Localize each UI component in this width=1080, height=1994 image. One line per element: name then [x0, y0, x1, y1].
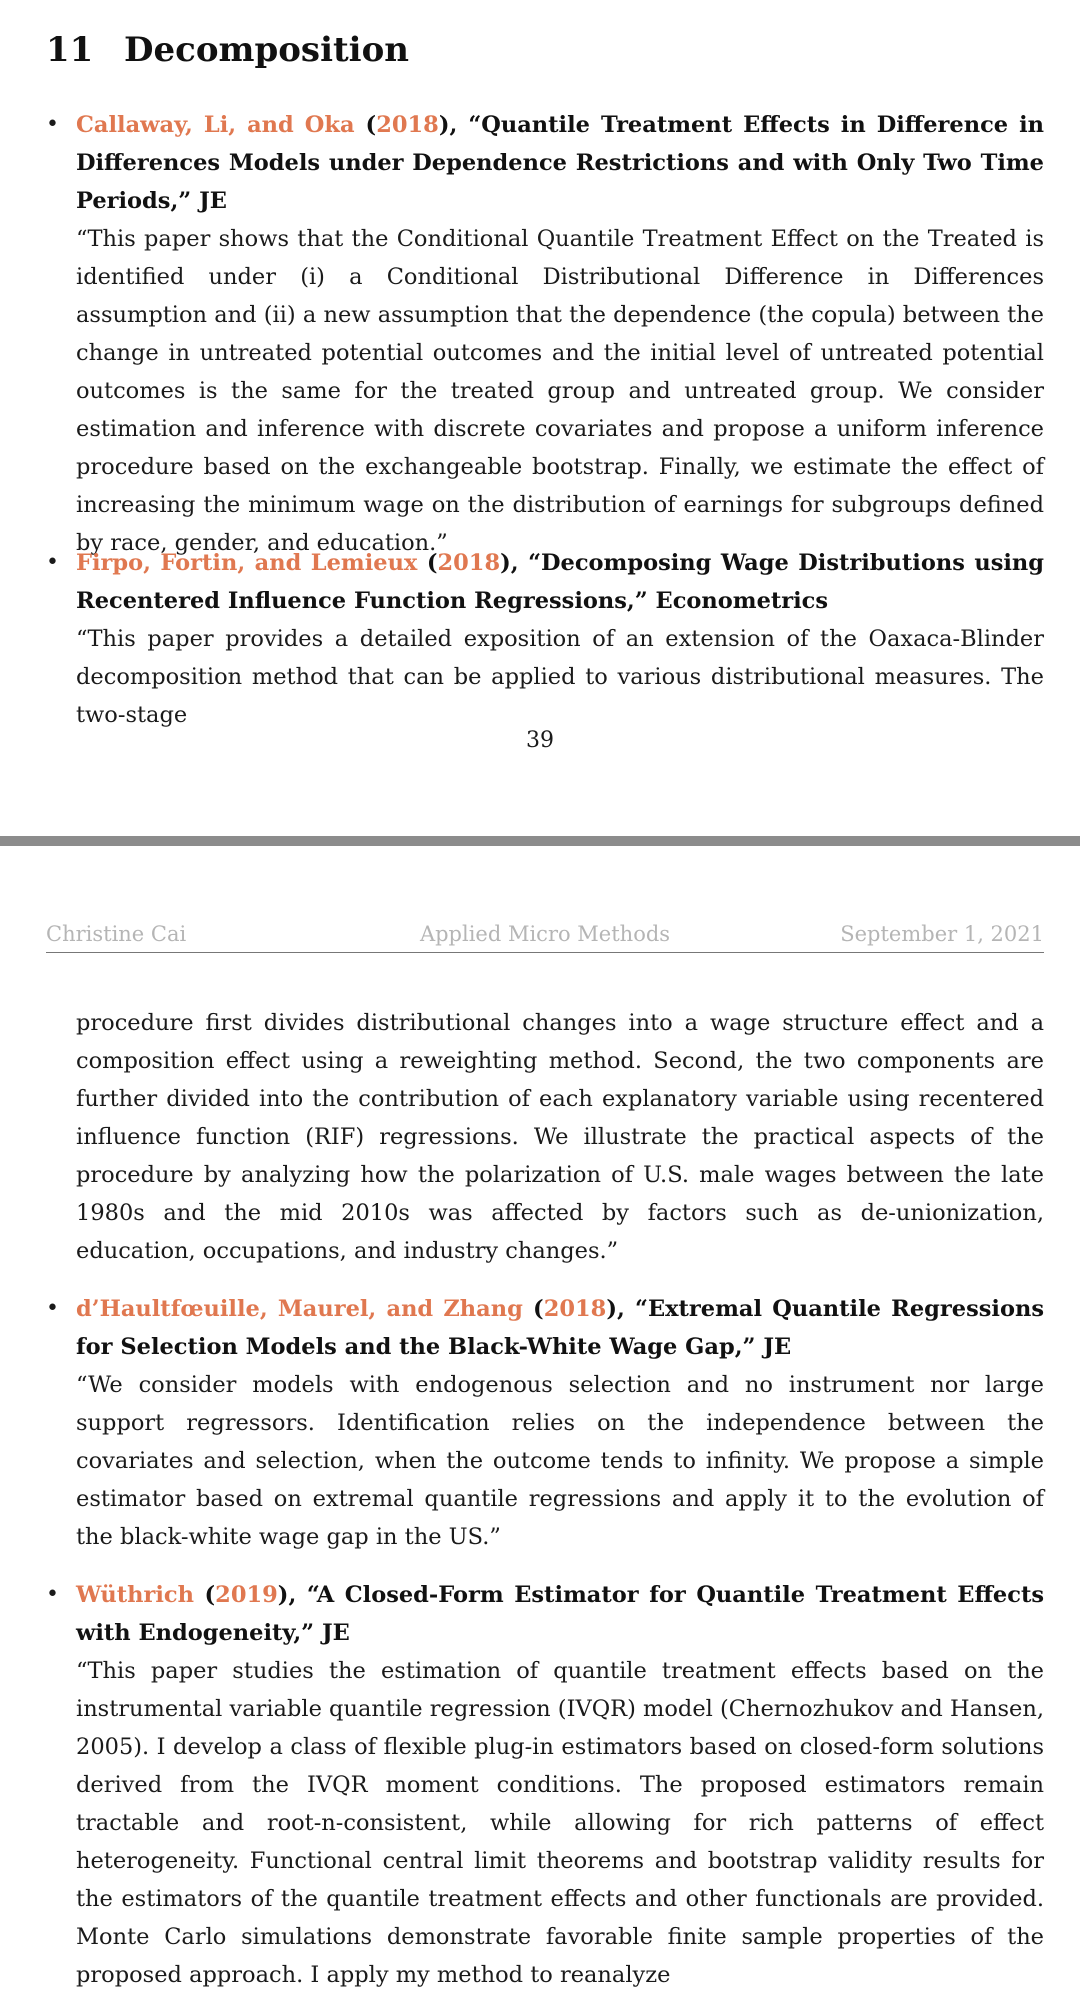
bullet: • — [46, 550, 59, 575]
citation: d’Haultfœuille, Maurel, and Zhang (2018), “Extremal Quantile Regressions for Selection Models and the Black-White Wage Gap,” JE — [76, 1296, 1044, 1360]
running-header — [46, 916, 1044, 953]
header-date: September 1, 2021 — [840, 922, 1044, 946]
year-link[interactable]: 2019 — [215, 1582, 278, 1608]
bullet: • — [46, 112, 59, 137]
bullet: • — [46, 1582, 59, 1607]
journal: JE — [321, 1620, 350, 1646]
abstract-part-2: procedure first divides distributional changes into a wage structure effect and a composition effect using a reweighting method. Second, the two components are further divided into the contribution of each explanatory variable using recentered influence function (RIF) regressions. We illustrate the practical aspects of the procedure by analyzing how the polarization of U.S. male wages between the late 1980s and the mid 2010s was affected by factors such as de-unionization, education, occupations, and industry changes.” — [76, 1010, 1044, 1264]
bullet: • — [46, 1296, 59, 1321]
reference-entry-wuthrich — [46, 1576, 1044, 1994]
abstract: “This paper studies the estimation of quantile treatment effects based on the instrumental variable quantile regression (IVQR) model (Chernozhukov and Hansen, 2005). I develop a class of flexible plug-in estimators based on closed-form solutions derived from the IVQR moment conditions. The proposed estimators remain tractable and root-n-consistent, while allowing for rich patterns of effect heterogeneity. Functional central limit theorems and bootstrap validity results for the estimators of the quantile treatment effects and other functionals are provided. Monte Carlo simulations demonstrate favorable finite sample properties of the proposed approach. I apply my method to reanalyze — [76, 1658, 1044, 1988]
reference-entry-firpo — [46, 544, 1044, 734]
author-link[interactable]: Callaway, Li, and Oka — [76, 112, 355, 138]
page-divider — [0, 836, 1080, 846]
reference-entry-dhaultfoeuille — [46, 1290, 1044, 1556]
paper-title: “Quantile Treatment Effects in Difference in Differences Models under Dependence Restrictions and with Only Two Time Periods,” — [76, 112, 1044, 214]
section-heading — [46, 30, 409, 70]
page-39 — [0, 0, 1080, 836]
year-link[interactable]: 2018 — [437, 550, 501, 576]
reference-entry-firpo-continued — [46, 1004, 1044, 1270]
author-link[interactable]: d’Haultfœuille, Maurel, and Zhang — [76, 1296, 523, 1322]
paper-title: “A Closed-Form Estimator for Quantile Treatment Effects with Endogeneity,” — [76, 1582, 1045, 1646]
abstract: “We consider models with endogenous selection and no instrument nor large support regressors. Identification relies on the independence between the covariates and selection, when the outcome tends to infinity. We propose a simple estimator based on extremal quantile regressions and apply it to the evolution of the black-white wage gap in the US.” — [76, 1372, 1044, 1550]
year-link[interactable]: 2018 — [543, 1296, 607, 1322]
header-title: Applied Micro Methods — [419, 922, 671, 946]
author-link[interactable]: Wüthrich — [76, 1582, 194, 1608]
citation: Wüthrich (2019), “A Closed-Form Estimator for Quantile Treatment Effects with Endogeneity,” JE — [76, 1582, 1045, 1646]
citation: Firpo, Fortin, and Lemieux (2018), “Decomposing Wage Distributions using Recentered Influence Function Regressions,” Econometrics — [76, 550, 1044, 614]
journal: JE — [199, 188, 227, 214]
citation: Callaway, Li, and Oka (2018), “Quantile Treatment Effects in Difference in Differences Models under Dependence Restrictions and with Only Two Time Periods,” JE — [76, 112, 1044, 214]
section-number: 11 — [46, 30, 94, 70]
year-link[interactable]: 2018 — [376, 112, 439, 138]
abstract-part-1: “This paper provides a detailed exposition of an extension of the Oaxaca-Blinder decomposition method that can be applied to various distributional measures. The two-stage — [76, 626, 1044, 728]
section-title: Decomposition — [124, 30, 409, 70]
paper-title: “Decomposing Wage Distributions using Recentered Influence Function Regressions,” — [76, 550, 1044, 614]
paper-title: “Extremal Quantile Regressions for Selection Models and the Black-White Wage Gap,” — [76, 1296, 1044, 1360]
abstract: “This paper shows that the Conditional Quantile Treatment Effect on the Treated is identified under (i) a Conditional Distributional Difference in Differences assumption and (ii) a new assumption that the dependence (the copula) between the change in untreated potential outcomes and the initial level of untreated potential outcomes is the same for the treated group and untreated group. We consider estimation and inference with discrete covariates and propose a uniform inference procedure based on the exchangeable bootstrap. Finally, we estimate the effect of increasing the minimum wage on the distribution of earnings for subgroups defined by race, gender, and education.” — [76, 226, 1044, 556]
journal: JE — [763, 1334, 792, 1360]
reference-entry-callaway — [46, 106, 1044, 562]
journal: Econometrics — [655, 588, 829, 614]
author-link[interactable]: Firpo, Fortin, and Lemieux — [76, 550, 418, 576]
header-author: Christine Cai — [46, 922, 187, 946]
page-number: 39 — [526, 728, 554, 753]
